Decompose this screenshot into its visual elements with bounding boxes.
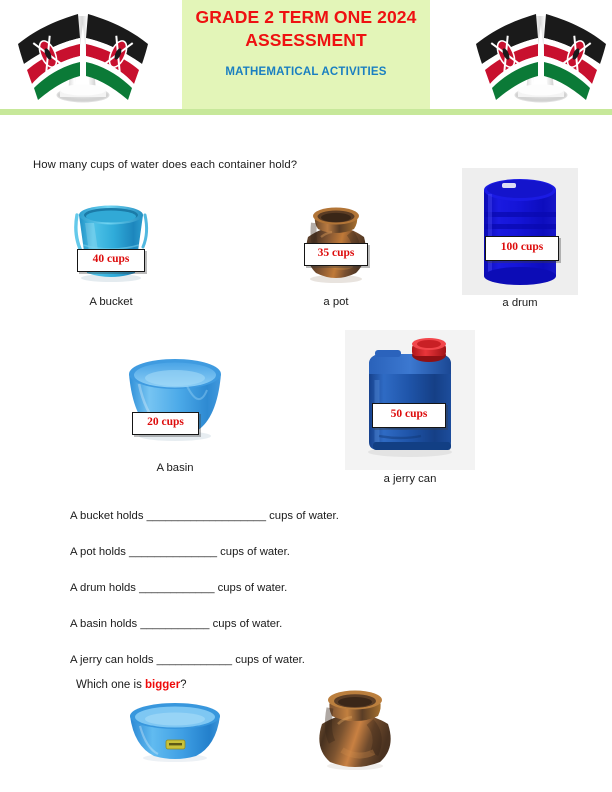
figure-pot [288,193,384,323]
sentence-bucket-after: cups of water. [266,510,339,522]
drum-capacity-tag: 100 cups [485,236,559,261]
figure-jerry-can [345,330,475,490]
question-prompt: How many cups of water does each container hold? [33,159,298,171]
compare-question [76,679,187,691]
header-divider-bar [0,109,612,115]
drum-image [462,168,578,295]
sentence-jerrycan-after: cups of water. [232,654,305,666]
bucket-capacity-tag: 40 cups [77,249,145,272]
sentence-basin-after: cups of water. [209,618,283,630]
pot-image [288,193,384,285]
sentence-drum-blank[interactable]: ____________ [139,582,215,594]
caption-basin: A basin [156,462,194,474]
kenya-flag-icon [462,0,612,112]
caption-drum: a drum [502,297,538,309]
kenya-flag-icon [4,0,162,112]
jerry-can-image [345,330,475,470]
page-title-line2: ASSESSMENT [245,30,367,50]
sentence-bucket-blank[interactable]: ___________________ [146,510,266,522]
basin-capacity-tag: 20 cups [132,412,199,435]
clay-pot-image [300,684,410,770]
figure-bucket [63,193,159,323]
sentence-jerrycan-blank[interactable]: ____________ [156,654,233,666]
sentence-pot-after: cups of water. [217,546,290,558]
sentence-basin [70,618,282,630]
figure-drum [462,168,578,323]
caption-pot: a pot [323,296,349,308]
compare-before: Which one is [76,679,146,691]
blue-basin-image [120,700,230,766]
sentence-pot-before: A pot holds [70,546,130,558]
header-title-block [150,6,462,78]
sentence-bucket-before: A bucket holds [70,510,147,522]
sentence-pot-blank[interactable]: ______________ [129,546,218,558]
kenya-flags-left [4,0,162,112]
sentence-drum [70,582,287,594]
sentence-basin-blank[interactable]: ___________ [140,618,210,630]
figure-basin [115,350,235,490]
sentence-jerry-can [70,654,305,666]
kenya-flags-right [462,0,612,112]
jerrycan-capacity-tag: 50 cups [372,403,446,428]
compare-option-pot[interactable] [300,684,410,770]
sentence-pot [70,546,290,558]
basin-image [115,350,235,450]
compare-highlight: bigger [145,679,181,691]
worksheet-header [0,0,612,115]
caption-bucket: A bucket [89,296,133,308]
sentence-drum-before: A drum holds [70,582,140,594]
pot-capacity-tag: 35 cups [304,243,368,266]
subject-title: MATHEMATICAL ACTIVITIES [225,66,387,78]
sentence-jerrycan-before: A jerry can holds [70,654,157,666]
caption-jerry-can: a jerry can [383,473,437,485]
sentence-drum-after: cups of water. [214,582,288,594]
compare-option-basin[interactable] [120,700,230,770]
sentence-bucket [70,510,339,522]
sentence-basin-before: A basin holds [70,618,141,630]
compare-after: ? [180,679,187,691]
page-title-line1: GRADE 2 TERM ONE 2024 [195,7,417,27]
